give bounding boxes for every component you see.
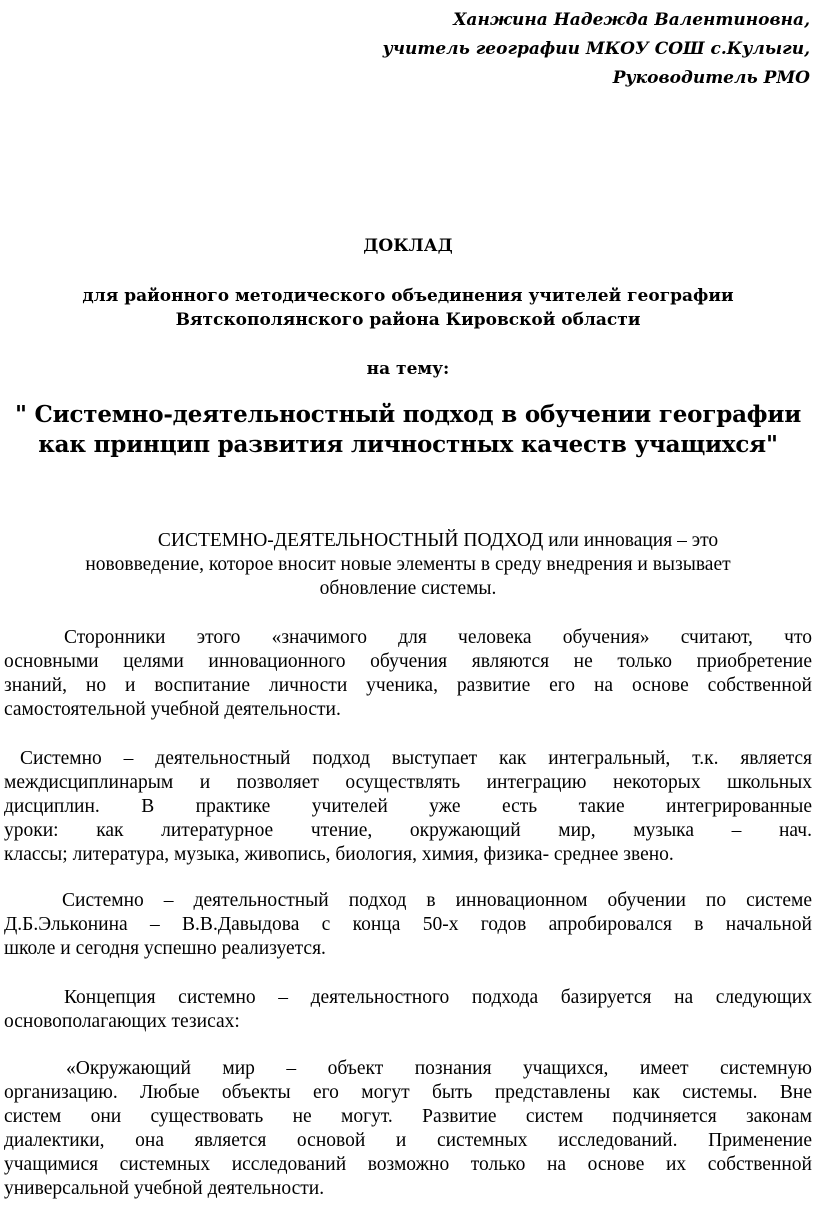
paragraph-concept xyxy=(4,986,812,1034)
paragraph-line: диалектики, она является основой и системных исследований. Применение xyxy=(4,1130,812,1151)
paragraph-line: основополагающих тезисах: xyxy=(4,1011,240,1032)
author-name: Ханжина Надежда Валентиновна, xyxy=(453,10,810,30)
lead-line: СИСТЕМНО-ДЕЯТЕЛЬНОСТНЫЙ ПОДХОД или инновация – это xyxy=(157,530,719,551)
author-role: Руководитель РМО xyxy=(612,68,810,88)
lead-paragraph xyxy=(20,529,796,601)
paragraph-integration xyxy=(4,747,812,867)
paragraph-line: школе и сегодня успешно реализуется. xyxy=(4,938,326,959)
purpose-line: для районного методического объединения учителей географии xyxy=(82,286,734,306)
paragraph-line: дисциплин. В практике учителей уже есть такие интегрированные xyxy=(4,796,812,817)
paragraph-line: учащимися системных исследований возможно только на основе их собственной xyxy=(4,1154,812,1175)
document-purpose xyxy=(0,284,816,332)
paragraph-line: междисциплинарым и позволяет осуществлять интеграцию некоторых школьных xyxy=(4,772,812,793)
paragraph-line: классы; литература, музыка, живопись, биология, химия, физика- среднее звено. xyxy=(4,844,674,865)
paragraph-line: знаний, но и воспитание личности ученика, развитие его на основе собственной xyxy=(4,675,812,696)
topic-line: как принцип развития личностных качеств учащихся" xyxy=(38,431,778,458)
paragraph-line: Концепция системно – деятельностного подхода базируется на следующих xyxy=(64,987,812,1008)
paragraph-line: Системно – деятельностный подход в инновационном обучении по системе xyxy=(62,890,812,911)
lead-line: нововведение, которое вносит новые элементы в среду внедрения и вызывает xyxy=(85,554,731,575)
document-topic xyxy=(0,400,816,460)
paragraph-elkonin xyxy=(4,889,812,961)
paragraph-line: систем они существовать не могут. Развитие систем подчиняется законам xyxy=(4,1106,812,1127)
author-block xyxy=(383,6,810,93)
topic-line: " Системно-деятельностный подход в обучении географии xyxy=(14,401,802,428)
paragraph-line: уроки: как литературное чтение, окружающий мир, музыка – нач. xyxy=(4,820,812,841)
document-title: ДОКЛАД xyxy=(363,236,453,256)
paragraph-line: Системно – деятельностный подход выступает как интегральный, т.к. является xyxy=(20,748,812,769)
paragraph-line: Д.Б.Эльконина – В.В.Давыдова с конца 50-х годов апробировался в начальной xyxy=(4,914,812,935)
theme-label: на тему: xyxy=(366,359,450,379)
purpose-line: Вятскополянского района Кировской области xyxy=(175,310,641,330)
paragraph-line: Сторонники этого «значимого для человека обучения» считают, что xyxy=(64,627,812,648)
paragraph-supporters xyxy=(4,626,812,722)
paragraph-line: «Окружающий мир – объект познания учащихся, имеет системную xyxy=(66,1058,812,1079)
paragraph-line: самостоятельной учебной деятельности. xyxy=(4,699,341,720)
author-position: учитель географии МКОУ СОШ с.Кулыги, xyxy=(382,39,810,59)
paragraph-line: универсальной учебной деятельности. xyxy=(4,1178,325,1199)
lead-line: обновление системы. xyxy=(319,578,497,599)
paragraph-thesis xyxy=(4,1057,812,1201)
paragraph-line: основными целями инновационного обучения являются не только приобретение xyxy=(4,651,812,672)
paragraph-line: организацию. Любые объекты его могут быть представлены как системы. Вне xyxy=(4,1082,812,1103)
